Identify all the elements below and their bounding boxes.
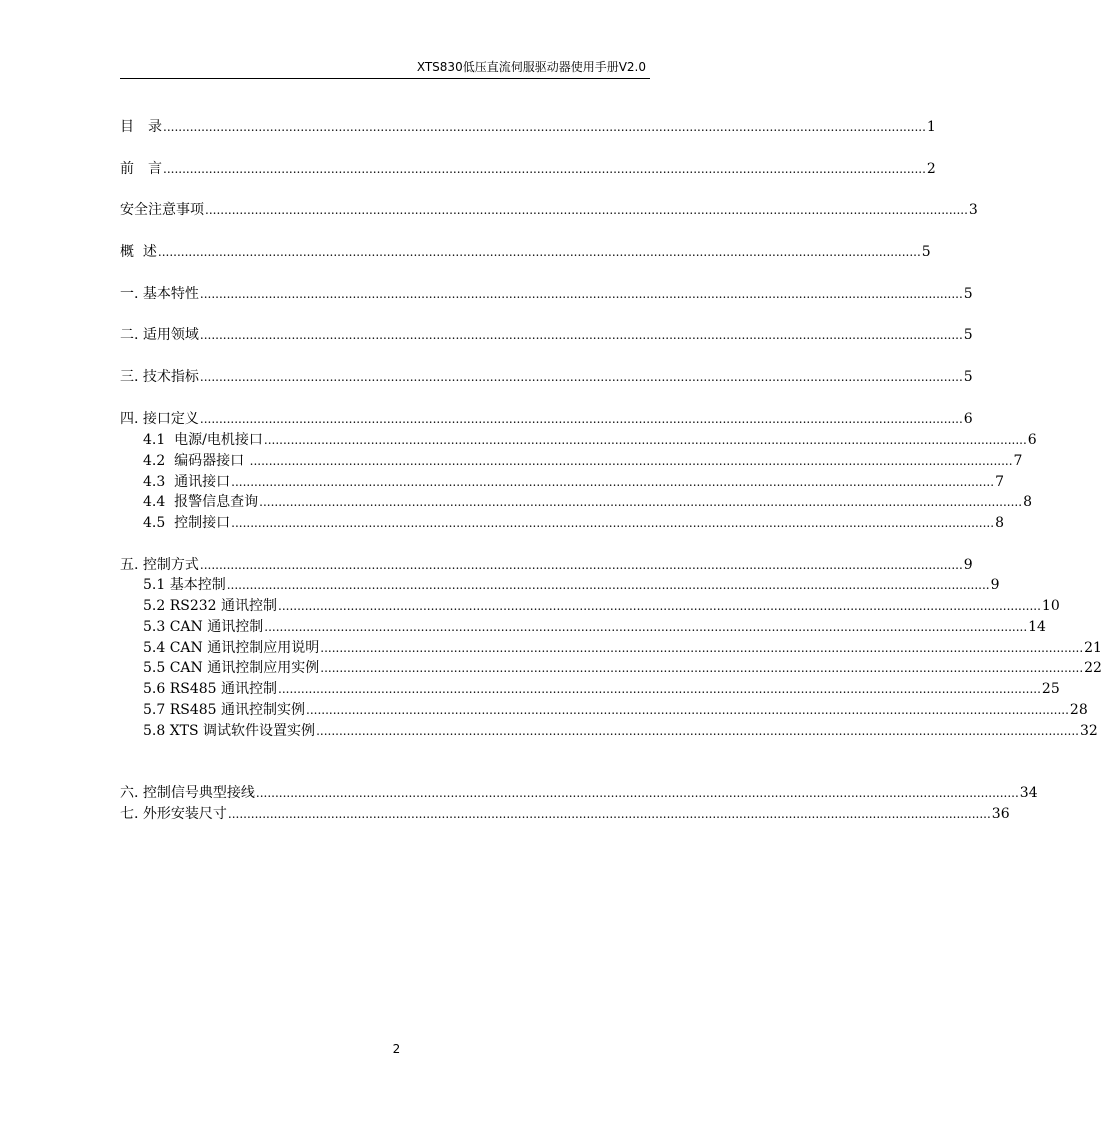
toc-entry[interactable]: [143, 659, 1102, 677]
toc-entry[interactable]: [143, 722, 1098, 740]
toc-entry-page: 7: [995, 474, 1004, 490]
dot-leader: ........................................................................................................................................................................................................: [226, 578, 990, 592]
toc-entry-title: 5.7 RS485 通讯控制实例: [143, 702, 306, 718]
dot-leader: ........................................................................................................................................................................................................: [231, 516, 995, 530]
toc-entry-page: 28: [1069, 702, 1088, 718]
dot-leader: ........................................................................................................................................................................................................: [199, 328, 963, 342]
toc-entry-page: 8: [995, 515, 1004, 531]
toc-entry[interactable]: [143, 597, 1060, 615]
toc-entry-title: 六. 控制信号典型接线: [120, 785, 255, 801]
dot-leader: ........................................................................................................................................................................................................: [199, 287, 963, 301]
toc-entry-page: 10: [1041, 598, 1060, 614]
toc-entry-title: 四. 接口定义: [120, 411, 199, 427]
dot-leader: ........................................................................................................................................................................................................: [199, 370, 963, 384]
dot-leader: ........................................................................................................................................................................................................: [278, 599, 1041, 613]
toc-entry[interactable]: [120, 201, 978, 219]
toc-entry-title: 安全注意事项: [120, 202, 204, 218]
toc-entry-page: 6: [963, 411, 973, 427]
dot-leader: ........................................................................................................................................................................................................: [227, 807, 991, 821]
toc-entry-title: 目 录: [120, 119, 162, 135]
toc-entry-page: 14: [1028, 619, 1046, 635]
dot-leader: ........................................................................................................................................................................................................: [263, 433, 1027, 447]
dot-leader: ........................................................................................................................................................................................................: [231, 475, 995, 489]
toc-entry-page: 36: [991, 806, 1010, 822]
toc-entry-title: 5.2 RS232 通讯控制: [143, 598, 278, 614]
toc-entry-title: 4.1 电源/电机接口: [143, 432, 263, 448]
toc-entry-title: 4.4 报警信息查询: [143, 494, 259, 510]
dot-leader: ........................................................................................................................................................................................................: [199, 412, 963, 426]
dot-leader: ........................................................................................................................................................................................................: [264, 620, 1028, 634]
toc-entry-page: 5: [963, 327, 973, 343]
toc-entry[interactable]: [143, 680, 1060, 698]
toc-entry-title: 4.3 通讯接口: [143, 474, 231, 490]
toc-entry-page: 34: [1019, 785, 1038, 801]
dot-leader: ........................................................................................................................................................................................................: [306, 703, 1069, 717]
toc-entry[interactable]: [143, 452, 1023, 470]
toc-entry-page: 25: [1041, 681, 1060, 697]
toc-entry-page: 2: [926, 161, 936, 177]
toc-entry-page: 7: [1013, 453, 1023, 469]
toc-entry-title: 4.2 编码器接口: [143, 453, 249, 469]
toc-entry-title: 二. 适用领域: [120, 327, 199, 343]
header-title: XTS830低压直流伺服驱动器使用手册V2.0: [416, 60, 646, 74]
page-number: 2: [392, 1042, 401, 1056]
dot-leader: ........................................................................................................................................................................................................: [255, 786, 1019, 800]
toc-entry-title: 前 言: [120, 161, 162, 177]
toc-entry-title: 5.5 CAN 通讯控制应用实例: [143, 660, 320, 676]
dot-leader: ........................................................................................................................................................................................................: [199, 558, 963, 572]
toc-entry-page: 9: [963, 557, 973, 573]
toc-entry-page: 21: [1084, 640, 1102, 656]
toc-entry[interactable]: [120, 784, 1038, 802]
toc-entry[interactable]: [143, 493, 1032, 511]
toc-entry-title: 五. 控制方式: [120, 557, 199, 573]
toc-entry-page: 22: [1084, 660, 1102, 676]
toc-entry[interactable]: [143, 701, 1088, 719]
toc-entry-title: 5.6 RS485 通讯控制: [143, 681, 278, 697]
toc-entry[interactable]: [120, 326, 973, 344]
toc-entry-title: 5.4 CAN 通讯控制应用说明: [143, 640, 320, 656]
toc-entry-page: 3: [968, 202, 978, 218]
dot-leader: ........................................................................................................................................................................................................: [320, 641, 1084, 655]
toc-entry-page: 8: [1023, 494, 1032, 510]
dot-leader: ........................................................................................................................................................................................................: [163, 162, 926, 176]
toc-entry[interactable]: [120, 410, 973, 428]
toc-entry-page: 9: [990, 577, 1000, 593]
toc-entry[interactable]: [143, 431, 1037, 449]
toc-entry[interactable]: [120, 805, 1010, 823]
dot-leader: ........................................................................................................................................................................................................: [157, 245, 921, 259]
toc-entry[interactable]: [143, 473, 1004, 491]
toc-entry-page: 5: [963, 286, 973, 302]
toc-entry-page: 5: [963, 369, 973, 385]
toc-entry[interactable]: [143, 514, 1004, 532]
toc-entry[interactable]: [143, 576, 1000, 594]
dot-leader: ........................................................................................................................................................................................................: [320, 661, 1084, 675]
dot-leader: ........................................................................................................................................................................................................: [249, 454, 1013, 468]
toc-entry[interactable]: [120, 243, 931, 261]
toc-entry[interactable]: [120, 556, 973, 574]
toc-entry-page: 6: [1027, 432, 1037, 448]
dot-leader: ........................................................................................................................................................................................................: [316, 724, 1079, 738]
toc-entry[interactable]: [120, 160, 936, 178]
toc-entry[interactable]: [120, 285, 973, 303]
toc-entry-page: 5: [921, 244, 931, 260]
toc-entry-title: 5.8 XTS 调试软件设置实例: [143, 723, 316, 739]
dot-leader: ........................................................................................................................................................................................................: [278, 682, 1041, 696]
toc-entry-title: 5.3 CAN 通讯控制: [143, 619, 264, 635]
toc-entry-title: 5.1 基本控制: [143, 577, 226, 593]
toc-entry-page: 32: [1079, 723, 1098, 739]
toc-entry-title: 概 述: [120, 244, 157, 260]
toc-entry-title: 七. 外形安装尺寸: [120, 806, 227, 822]
dot-leader: ........................................................................................................................................................................................................: [205, 203, 968, 217]
dot-leader: ........................................................................................................................................................................................................: [163, 120, 926, 134]
toc-entry[interactable]: [120, 118, 936, 136]
toc-entry[interactable]: [143, 618, 1046, 636]
toc-entry[interactable]: [120, 368, 973, 386]
toc-entry-title: 4.5 控制接口: [143, 515, 231, 531]
toc-entry-title: 一. 基本特性: [120, 286, 199, 302]
dot-leader: ........................................................................................................................................................................................................: [259, 495, 1023, 509]
toc-entry-title: 三. 技术指标: [120, 369, 199, 385]
toc-entry[interactable]: [143, 639, 1102, 657]
toc-entry-page: 1: [926, 119, 936, 135]
